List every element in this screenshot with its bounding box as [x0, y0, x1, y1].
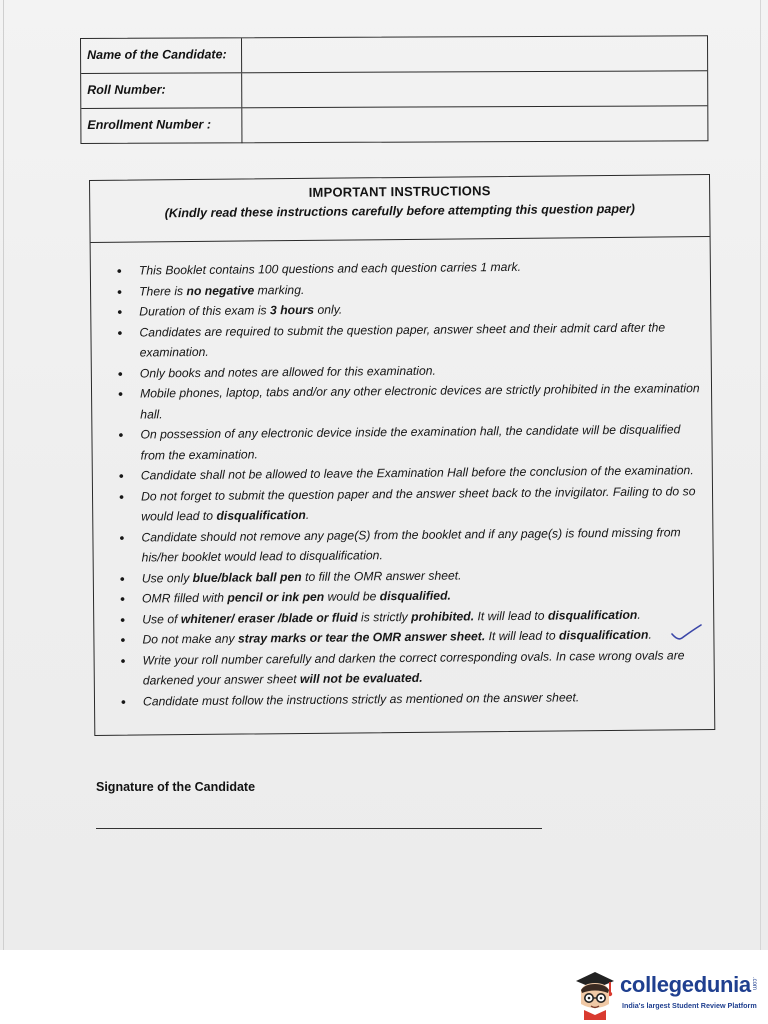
bullet-icon: •: [118, 467, 124, 484]
roll-number-field[interactable]: [241, 71, 707, 107]
instruction-item: [92, 378, 711, 425]
instruction-text: Duration of this exam is: [139, 303, 271, 319]
instructions-header: [90, 175, 710, 243]
instruction-text: to fill the OMR answer sheet.: [301, 567, 462, 584]
page-edge-left: [3, 0, 4, 950]
bullet-icon: •: [118, 488, 125, 505]
instruction-text: Use only: [141, 570, 193, 586]
bullet-icon: •: [117, 324, 123, 341]
page-edge-right: [760, 0, 761, 950]
instruction-text: is strictly: [357, 609, 412, 624]
instruction-text: would be: [324, 589, 380, 604]
instruction-text: only.: [313, 302, 343, 317]
instruction-text: Only books and notes are allowed for this examination.: [139, 363, 436, 381]
bullet-icon: •: [120, 631, 126, 648]
brand-tagline: India's largest Student Review Platform: [622, 1001, 757, 1010]
instruction-text: .: [648, 627, 652, 642]
instructions-box: [89, 174, 715, 736]
bullet-icon: •: [120, 652, 126, 669]
instruction-text: On possession of any electronic device inside the examination hall, the candidate will be disqualified from the examination.: [140, 422, 681, 463]
bullet-icon: •: [116, 262, 122, 279]
instruction-emphasis: disqualification: [547, 607, 638, 623]
bullet-icon: •: [117, 385, 124, 402]
instruction-item: [95, 645, 714, 692]
candidate-details-table: [80, 35, 708, 144]
instruction-emphasis: prohibited.: [411, 608, 475, 624]
collegedunia-watermark: [572, 968, 764, 1020]
instruction-text: Do not forget to submit the question paper and the answer sheet back to the invigilator. Failing to do so would lead to: [140, 483, 696, 524]
instruction-item: [93, 522, 712, 569]
brand-name: collegedunia: [620, 972, 751, 997]
instruction-item: [93, 481, 712, 528]
instruction-emphasis: blue/black ball pen: [192, 569, 302, 585]
instruction-emphasis: will not be evaluated.: [299, 670, 423, 686]
instruction-item: [92, 419, 711, 466]
instructions-subtitle: (Kindly read these instructions carefully before attempting this question paper): [164, 201, 635, 221]
enrollment-number-row: [81, 106, 707, 144]
bullet-icon: •: [118, 426, 124, 443]
enrollment-number-label: Enrollment Number :: [87, 117, 212, 132]
bullet-icon: •: [119, 570, 125, 587]
instruction-text: There is: [139, 283, 187, 299]
instruction-text: OMR filled with: [141, 590, 228, 606]
signature-label: Signature of the Candidate: [96, 780, 256, 794]
instruction-text: This Booklet contains 100 questions and each question carries 1 mark.: [138, 259, 522, 278]
roll-number-row: [81, 71, 707, 109]
instruction-emphasis: no negative: [186, 282, 255, 298]
instruction-text: Candidate shall not be allowed to leave the Examination Hall before the conclusion of the examination.: [140, 463, 694, 483]
instruction-text: Candidates are required to submit the question paper, answer sheet and their admit card after the examination.: [139, 319, 666, 360]
pen-tick-mark: [670, 622, 704, 644]
bullet-icon: •: [119, 590, 126, 607]
instructions-title: IMPORTANT INSTRUCTIONS: [308, 183, 491, 200]
name-field[interactable]: [241, 36, 707, 72]
bullet-icon: •: [120, 693, 126, 710]
instruction-text: Use of: [142, 611, 181, 627]
instruction-text: .: [637, 607, 641, 622]
signature-line: [96, 828, 542, 829]
instruction-text: Do not make any: [142, 631, 239, 647]
bullet-icon: •: [117, 365, 123, 382]
enrollment-number-field[interactable]: [241, 106, 707, 143]
instruction-emphasis: whitener/ eraser /blade or fluid: [180, 609, 358, 626]
bullet-icon: •: [120, 611, 126, 628]
roll-number-label: Roll Number:: [87, 82, 166, 97]
instruction-text: Mobile phones, laptop, tabs and/or any other electronic devices are strictly prohibited in the examination hall.: [139, 381, 700, 422]
instruction-emphasis: disqualified.: [379, 588, 451, 604]
name-row: [81, 36, 707, 74]
bullet-icon: •: [116, 283, 123, 300]
instruction-text: marking.: [254, 282, 305, 297]
brand-domain-suffix: .com: [751, 977, 757, 991]
name-label: Name of the Candidate:: [87, 47, 227, 62]
instruction-emphasis: pencil or ink pen: [227, 589, 325, 605]
instruction-emphasis: disqualification: [558, 627, 649, 643]
graduate-mascot-icon: [572, 968, 618, 1020]
instruction-item: [91, 317, 710, 364]
instruction-text: Candidate must follow the instructions strictly as mentioned on the answer sheet.: [142, 689, 580, 709]
instruction-text: Candidate should not remove any page(S) from the booklet and if any page(s) is found missing from his/her booklet would lead to disqualification.: [141, 524, 681, 565]
bullet-icon: •: [117, 303, 123, 320]
instructions-list: [91, 255, 714, 712]
instruction-text: It will lead to: [474, 608, 548, 623]
instruction-text: It will lead to: [485, 628, 560, 644]
instruction-emphasis: stray marks or tear the OMR answer sheet.: [237, 629, 486, 646]
bullet-icon: •: [119, 529, 125, 546]
instruction-emphasis: disqualification: [216, 507, 306, 523]
instruction-text: Write your roll number carefully and darken the correct corresponding ovals. In case wrong ovals are darkened your answer sheet: [142, 647, 685, 688]
instruction-text: .: [305, 507, 310, 522]
instruction-emphasis: 3 hours: [269, 302, 315, 318]
